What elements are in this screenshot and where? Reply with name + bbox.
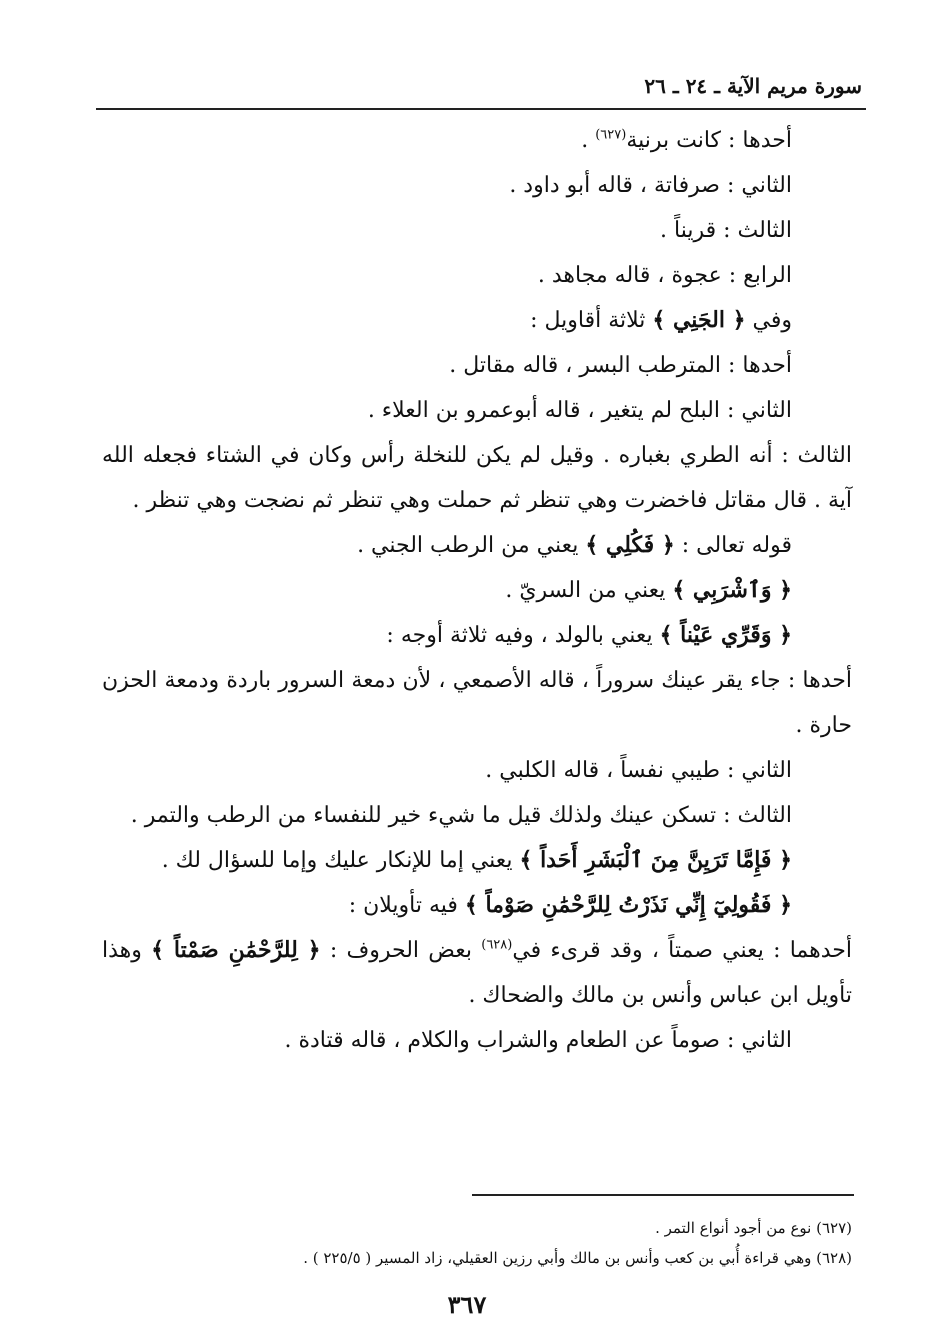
paragraph-16 [102, 883, 852, 928]
p17-c: وهذا تأويل ابن عباس وأنس بن مالك والضحاك . [102, 938, 852, 1008]
paragraph-12: أحدها : جاء يقر عينك سروراً ، قاله الأصمعي ، لأن دمعة السرور باردة ودمعة الحزن حارة . [102, 668, 852, 738]
paragraph-7: الثاني : البلح لم يتغير ، قاله أبوعمرو بن العلاء . [367, 398, 792, 423]
quran-verse: ﴿ فَإِمَّا تَرَيِنَّ مِنَ ٱلْبَشَرِ أَحَداً ﴾ [519, 847, 792, 873]
paragraph-2: الثاني : صرفاتة ، قاله أبو داود . [509, 173, 792, 198]
paragraph-9 [102, 523, 852, 568]
paragraph-1 [102, 118, 852, 163]
page-number: ٣٦٧ [447, 1290, 487, 1319]
footnote-ref-628[interactable]: (٦٢٨) [481, 937, 513, 953]
p5-post: ثلاثة أقاويل : [530, 308, 646, 333]
paragraph-13: الثاني : طيبي نفساً ، قاله الكلبي . [485, 758, 792, 783]
quran-verse: ﴿ فَقُولِيٓ إِنِّي نَذَرْتُ لِلرَّحْمَٰنِ صَوْماً ﴾ [464, 892, 792, 918]
header-divider [96, 108, 866, 110]
quran-verse: ﴿ فَكُلِي ﴾ [585, 532, 675, 558]
p5-pre: وفي [752, 308, 792, 333]
p9-post: يعني من الرطب الجني . [357, 533, 579, 558]
page-body [102, 118, 852, 1063]
footnote-ref-627[interactable]: (٦٢٧) [595, 127, 627, 143]
paragraph-18: الثاني : صوماً عن الطعام والشراب والكلام ، قاله قتادة . [284, 1028, 792, 1053]
paragraph-6: أحدها : المترطب البسر ، قاله مقاتل . [449, 353, 792, 378]
paragraph-5 [102, 298, 852, 343]
quran-verse: ﴿ وَقَرِّي عَيْناً ﴾ [659, 622, 792, 648]
p16-post: فيه تأويلان : [348, 893, 458, 918]
quran-verse: ﴿ وَٱشْرَبِي ﴾ [672, 577, 792, 603]
footnote-628: (٦٢٨) وهي قراءة أُبي بن كعب وأنس بن مالك وأبي رزين العقيلي، زاد المسير ( ٢٢٥/٥ ) . [303, 1249, 852, 1267]
paragraph-4: الرابع : عجوة ، قاله مجاهد . [537, 263, 792, 288]
paragraph-11 [102, 613, 852, 658]
paragraph-17 [102, 928, 852, 1018]
footnote-627: (٦٢٧) نوع من أجود أنواع التمر . [655, 1219, 852, 1237]
quran-verse: ﴿ الجَنِي ﴾ [652, 307, 746, 333]
p1-text: أحدها : كانت برنية [626, 128, 792, 153]
running-header-title: سورة مريم الآية ـ ٢٤ ـ ٢٦ [644, 74, 862, 98]
quran-verse: ﴿ لِلرَّحْمَٰنِ صَمْتاً ﴾ [151, 937, 321, 963]
footnote-divider [472, 1194, 854, 1196]
paragraph-14: الثالث : تسكن عينك ولذلك قيل ما شيء خير للنفساء من الرطب والتمر . [130, 803, 792, 828]
paragraph-3: الثالث : قريناً . [660, 218, 792, 243]
paragraph-15 [102, 838, 852, 883]
paragraph-8: الثالث : أنه الطري بغباره . وقيل لم يكن للنخلة رأس وكان في الشتاء فجعله الله آية . قال مقاتل فاخضرت وهي تنظر ثم حملت وهي تنظر ثم نضجت وهي تنظر . [102, 443, 852, 513]
p11-post: يعني بالولد ، وفيه ثلاثة أوجه : [386, 623, 653, 648]
p17-b: بعض الحروف : [329, 938, 472, 963]
p15-post: يعني إما للإنكار عليك وإما للسؤال لك . [161, 848, 513, 873]
paragraph-10 [102, 568, 852, 613]
p17-a: أحدهما : يعني صمتاً ، وقد قرىء في [512, 938, 853, 963]
p1-end: . [581, 128, 596, 153]
p10-post: يعني من السريّ . [505, 578, 666, 603]
p9-pre: قوله تعالى : [681, 533, 792, 558]
footnotes [92, 1213, 852, 1273]
